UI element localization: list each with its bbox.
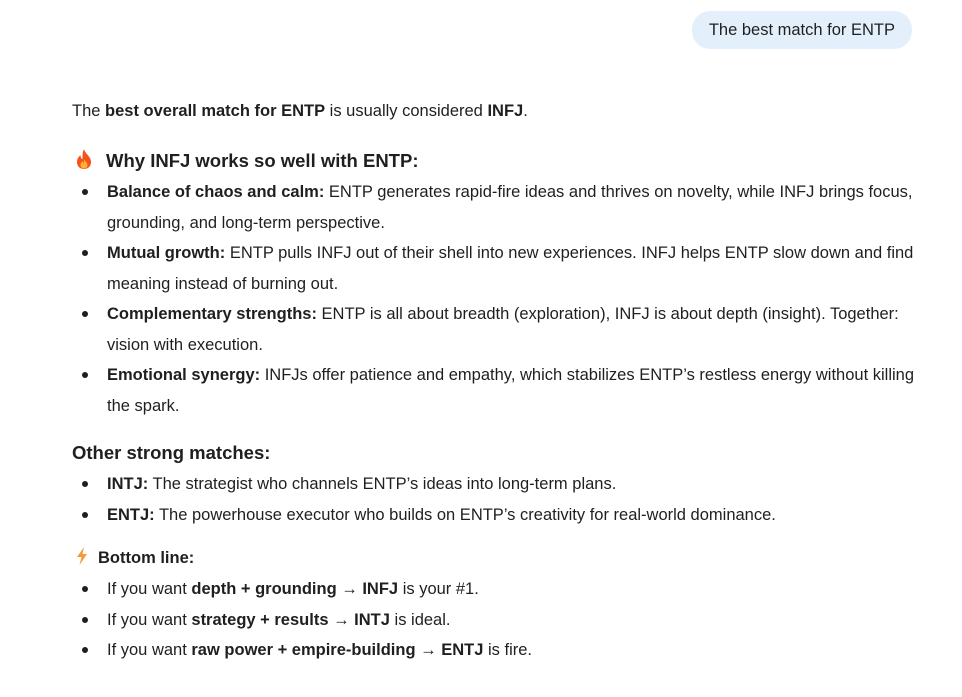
reasons-list — [72, 177, 922, 421]
section-heading-bottom-line — [76, 544, 922, 572]
item-want: depth + grounding — [191, 580, 337, 598]
list-item — [72, 177, 922, 238]
item-text: The strategist who channels ENTP’s ideas into long-term plans. — [148, 475, 617, 493]
list-item — [72, 605, 922, 636]
intro-text: The — [72, 102, 106, 120]
item-text: ENTP is all about breadth (exploration), INFJ is about depth (insight). Together: vision with execution. — [107, 305, 899, 354]
intro-text: is usually considered — [325, 102, 488, 120]
intro-paragraph — [72, 97, 922, 125]
list-item — [72, 635, 922, 666]
list-item — [72, 299, 922, 360]
item-text: If you want — [107, 580, 192, 598]
list-item — [72, 360, 922, 421]
item-text: If you want — [107, 641, 192, 659]
item-label: Complementary strengths: — [107, 305, 317, 323]
section-heading-other-matches — [72, 439, 922, 467]
arrow-text: → — [415, 641, 442, 659]
item-type: INTJ — [354, 610, 390, 629]
item-text: is fire. — [483, 641, 533, 659]
item-want: raw power + empire-building — [191, 641, 416, 659]
item-text: is your #1. — [398, 580, 479, 598]
item-want: strategy + results — [191, 610, 329, 629]
section-heading-why-infj — [74, 147, 922, 175]
item-label: Balance of chaos and calm: — [107, 183, 325, 201]
list-item — [72, 574, 922, 605]
item-text: ENTP pulls INFJ out of their shell into new experiences. INFJ helps ENTP slow down and find meaning instead of burning out. — [107, 244, 914, 293]
arrow-text: → — [336, 580, 363, 598]
section-title: Bottom line: — [98, 548, 195, 567]
intro-text: . — [523, 102, 528, 120]
item-text: is ideal. — [389, 610, 451, 629]
lightning-icon — [76, 547, 88, 570]
section-title: Why INFJ works so well with ENTP: — [106, 150, 419, 171]
item-text: The powerhouse executor who builds on ENTP’s creativity for real-world dominance. — [154, 505, 776, 524]
intro-bold-type: INFJ — [487, 102, 524, 120]
intro-bold-match: best overall match for ENTP — [105, 102, 326, 120]
bottom-line-list — [72, 574, 922, 666]
list-item — [72, 500, 922, 531]
item-label: ENTJ: — [107, 505, 155, 524]
item-type: INFJ — [362, 580, 399, 598]
item-text: ENTP generates rapid-fire ideas and thrives on novelty, while INFJ brings focus, grounding, and long-term perspective. — [107, 183, 913, 232]
item-text: INFJs offer patience and empathy, which stabilizes ENTP’s restless energy without killing the spark. — [107, 366, 915, 415]
other-matches-list — [72, 469, 922, 530]
arrow-text: → — [328, 610, 355, 629]
item-label: Mutual growth: — [107, 244, 226, 262]
list-item — [72, 469, 922, 500]
item-label: Emotional synergy: — [107, 366, 261, 384]
item-type: ENTJ — [441, 641, 484, 659]
item-text: If you want — [107, 610, 192, 629]
item-label: INTJ: — [107, 475, 149, 493]
assistant-response — [72, 97, 922, 666]
fire-icon — [74, 148, 94, 175]
list-item — [72, 238, 922, 299]
section-title: Other strong matches: — [72, 442, 271, 463]
user-message-bubble: The best match for ENTP — [692, 11, 912, 49]
